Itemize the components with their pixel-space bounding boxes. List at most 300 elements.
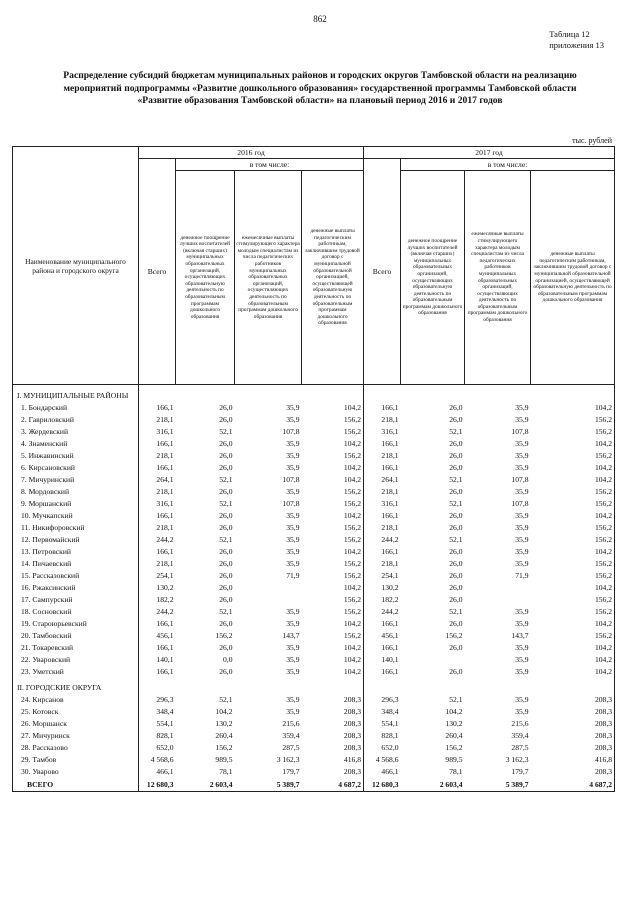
title-line3: «Развитие образования Тамбовской области» на плановый период 2016 и 2017 годов (137, 95, 503, 106)
row-value (465, 593, 531, 605)
row-value: 35,9 (515, 402, 529, 412)
row-value: 466,1 (139, 765, 176, 777)
row-value: 156,2 (302, 485, 364, 497)
row-value: 316,1 (364, 497, 401, 509)
row-value: 52,1 (219, 426, 233, 436)
row-value: 156,2 (531, 593, 615, 605)
row-value: 104,2 (531, 545, 615, 557)
header-desc-bonus-2017: денежное поощрение лучших воспитателей (включая старших) муниципальных образовательных организаций, осуществляющих образовательную деятельность по образовательным программам дошкольного образования (401, 171, 465, 385)
row-value: 244,2 (364, 605, 401, 617)
table-row (13, 557, 615, 569)
empty-cell (401, 385, 465, 402)
row-value: 52,1 (219, 498, 233, 508)
row-name: 1. Бондарский (13, 401, 139, 413)
table-row (13, 545, 615, 557)
row-value: 3 162,3 (276, 754, 300, 764)
row-value: 104,2 (302, 581, 364, 593)
row-value: 208,3 (531, 729, 615, 741)
row-name: 29. Тамбов (13, 753, 139, 765)
row-value: 828,1 (139, 729, 176, 741)
row-value: 218,1 (139, 413, 176, 425)
table-row (13, 413, 615, 425)
row-value: 218,1 (364, 557, 401, 569)
row-value: 107,8 (282, 474, 300, 484)
total-value: 12 680,3 (364, 777, 401, 792)
row-name: 6. Кирсановский (13, 461, 139, 473)
row-name: 22. Уваровский (13, 653, 139, 665)
row-value: 156,2 (531, 605, 615, 617)
row-value: 156,2 (531, 449, 615, 461)
header-including-2016: в том числе: (176, 159, 364, 171)
row-value: 26,0 (449, 402, 463, 412)
row-value: 359,4 (282, 730, 300, 740)
row-value: 26,0 (449, 642, 463, 652)
row-value: 26,0 (449, 414, 463, 424)
row-value: 182,2 (364, 593, 401, 605)
table-row (13, 753, 615, 765)
row-value: 35,9 (286, 402, 300, 412)
table-ref-line2: приложения 13 (549, 40, 604, 50)
row-value: 359,4 (511, 730, 529, 740)
row-value: 35,9 (286, 666, 300, 676)
row-value: 104,2 (302, 617, 364, 629)
row-value: 316,1 (139, 497, 176, 509)
row-value: 35,9 (515, 450, 529, 460)
row-value: 316,1 (139, 425, 176, 437)
header-total-2016: Всего (139, 159, 176, 385)
row-value: 107,8 (511, 426, 529, 436)
header-total-2017: Всего (364, 159, 401, 385)
row-value: 166,1 (364, 641, 401, 653)
empty-cell (364, 385, 401, 402)
row-value: 26,0 (449, 462, 463, 472)
row-name: 17. Сампурский (13, 593, 139, 605)
row-value: 35,9 (286, 486, 300, 496)
table-row (13, 653, 615, 665)
row-value: 52,1 (449, 426, 463, 436)
row-value: 156,2 (302, 533, 364, 545)
row-name: 12. Первомайский (13, 533, 139, 545)
row-value: 140,1 (364, 653, 401, 665)
row-value: 456,1 (139, 629, 176, 641)
row-value: 107,8 (282, 426, 300, 436)
row-value: 156,2 (531, 413, 615, 425)
row-name: 28. Рассказово (13, 741, 139, 753)
row-value: 26,0 (449, 510, 463, 520)
empty-cell (465, 677, 531, 693)
row-value: 52,1 (449, 474, 463, 484)
row-value: 296,3 (364, 693, 401, 705)
row-value: 166,1 (139, 401, 176, 413)
row-value: 208,3 (531, 765, 615, 777)
row-value: 296,3 (139, 693, 176, 705)
empty-cell (531, 677, 615, 693)
row-value: 554,1 (364, 717, 401, 729)
empty-cell (364, 677, 401, 693)
row-value: 26,0 (219, 558, 233, 568)
row-value: 130,2 (364, 581, 401, 593)
row-value: 26,0 (219, 486, 233, 496)
row-value: 264,1 (139, 473, 176, 485)
row-value: 156,2 (302, 413, 364, 425)
table-row (13, 473, 615, 485)
row-value: 104,2 (302, 461, 364, 473)
row-name: 7. Мичуринский (13, 473, 139, 485)
row-value: 156,2 (531, 425, 615, 437)
row-value: 35,9 (515, 618, 529, 628)
row-name: 13. Петровский (13, 545, 139, 557)
row-name: 18. Сосновский (13, 605, 139, 617)
row-value: 104,2 (302, 509, 364, 521)
header-including-2017: в том числе: (401, 159, 615, 171)
row-value: 26,0 (219, 594, 233, 604)
row-value: 166,1 (139, 545, 176, 557)
row-value: 156,2 (302, 605, 364, 617)
table-row (13, 425, 615, 437)
row-value: 26,0 (449, 486, 463, 496)
row-value: 104,2 (531, 401, 615, 413)
table-row (13, 497, 615, 509)
table-row (13, 449, 615, 461)
row-value: 104,2 (531, 641, 615, 653)
row-value: 156,2 (302, 449, 364, 461)
row-value: 218,1 (139, 557, 176, 569)
row-value: 35,9 (286, 558, 300, 568)
row-value: 652,0 (364, 741, 401, 753)
total-value: 4 687,2 (531, 777, 615, 792)
section-label: I. МУНИЦИПАЛЬНЫЕ РАЙОНЫ (13, 385, 139, 402)
row-value: 166,1 (139, 509, 176, 521)
row-value: 208,3 (531, 717, 615, 729)
row-value: 26,0 (449, 666, 463, 676)
row-value: 107,8 (511, 498, 529, 508)
row-value: 104,2 (302, 473, 364, 485)
row-value: 166,1 (139, 641, 176, 653)
row-value: 156,2 (302, 425, 364, 437)
row-value: 35,9 (286, 510, 300, 520)
row-value: 218,1 (139, 521, 176, 533)
row-value: 156,2 (302, 629, 364, 641)
row-value: 218,1 (139, 485, 176, 497)
row-value: 35,9 (515, 486, 529, 496)
row-name: 25. Котовск (13, 705, 139, 717)
row-value: 989,5 (445, 754, 463, 764)
row-value: 166,1 (139, 437, 176, 449)
table-row (13, 581, 615, 593)
row-value: 254,1 (364, 569, 401, 581)
units-label: тыс. рублей (572, 136, 612, 145)
empty-cell (302, 677, 364, 693)
row-value: 554,1 (139, 717, 176, 729)
row-value: 143,7 (282, 630, 300, 640)
row-name: 23. Уметский (13, 665, 139, 677)
row-value: 166,1 (364, 617, 401, 629)
row-value: 156,2 (302, 521, 364, 533)
row-value: 348,4 (139, 705, 176, 717)
row-value: 156,2 (302, 593, 364, 605)
row-value: 156,2 (215, 630, 233, 640)
row-value: 26,0 (219, 414, 233, 424)
row-value: 156,2 (531, 569, 615, 581)
row-value: 652,0 (139, 741, 176, 753)
row-value: 35,9 (286, 706, 300, 716)
row-value: 3 162,3 (505, 754, 529, 764)
row-value: 26,0 (449, 522, 463, 532)
row-value: 35,9 (515, 522, 529, 532)
row-value: 35,9 (515, 666, 529, 676)
row-value: 166,1 (364, 509, 401, 521)
table-row (13, 741, 615, 753)
row-value: 130,2 (139, 581, 176, 593)
header-year-2016: 2016 год (139, 147, 364, 159)
table-row (13, 605, 615, 617)
row-value: 156,2 (445, 630, 463, 640)
row-value: 130,2 (445, 718, 463, 728)
row-value: 182,2 (139, 593, 176, 605)
row-value (401, 653, 465, 665)
row-value: 78,1 (449, 766, 463, 776)
row-value: 156,2 (445, 742, 463, 752)
row-value: 26,0 (219, 450, 233, 460)
row-value: 52,1 (449, 694, 463, 704)
row-value: 52,1 (219, 534, 233, 544)
row-value: 208,3 (531, 705, 615, 717)
header-desc-bonus-2016: денежное поощрение лучших воспитателей (включая старших) муниципальных образовательных организаций, осуществляющих образовательную деятельность по образовательным программам дошкольного образования (176, 171, 235, 385)
total-value: 4 687,2 (302, 777, 364, 792)
row-value: 26,0 (219, 570, 233, 580)
row-value: 166,1 (364, 401, 401, 413)
table-row (13, 461, 615, 473)
row-value: 156,2 (215, 742, 233, 752)
row-value: 35,9 (515, 414, 529, 424)
row-value: 254,1 (139, 569, 176, 581)
row-value: 156,2 (531, 485, 615, 497)
table-row (13, 617, 615, 629)
row-value: 287,5 (511, 742, 529, 752)
row-value: 104,2 (302, 665, 364, 677)
row-value: 0,0 (223, 654, 233, 664)
row-value: 287,5 (282, 742, 300, 752)
row-value: 143,7 (511, 630, 529, 640)
row-value: 35,9 (286, 414, 300, 424)
table-row (13, 569, 615, 581)
row-value: 156,2 (531, 497, 615, 509)
row-value: 26,0 (449, 546, 463, 556)
row-name: 3. Жердевский (13, 425, 139, 437)
row-value: 71,9 (515, 570, 529, 580)
row-value: 107,8 (282, 498, 300, 508)
page-number: 862 (313, 14, 327, 24)
row-value: 179,7 (511, 766, 529, 776)
header-desc-contract-payments-2017: денежные выплаты педагогическим работникам, заключившим трудовой договор с муниципальной образовательной организацией, осуществляющей образовательную деятельность по образовательным программам дошкольного образования (531, 171, 615, 385)
empty-cell (139, 677, 176, 693)
row-value: 104,2 (445, 706, 463, 716)
table-row (13, 437, 615, 449)
row-value: 218,1 (364, 521, 401, 533)
row-value: 26,0 (449, 450, 463, 460)
row-name: 15. Рассказовский (13, 569, 139, 581)
row-value: 166,1 (364, 437, 401, 449)
row-value: 35,9 (515, 438, 529, 448)
total-label: ВСЕГО (13, 777, 139, 792)
row-value: 35,9 (515, 694, 529, 704)
table-row (13, 693, 615, 705)
title-line1: Распределение субсидий бюджетам муниципальных районов и городских округов Тамбовской области на реализацию (63, 70, 577, 81)
row-value: 244,2 (139, 533, 176, 545)
table-row (13, 533, 615, 545)
row-value: 218,1 (139, 449, 176, 461)
table-row (13, 705, 615, 717)
row-value: 104,2 (531, 653, 615, 665)
row-value: 26,0 (449, 582, 463, 592)
row-name: 11. Никифоровский (13, 521, 139, 533)
row-value: 35,9 (286, 654, 300, 664)
row-value: 52,1 (219, 474, 233, 484)
table-row (13, 765, 615, 777)
row-value: 35,9 (286, 438, 300, 448)
row-value: 104,2 (531, 617, 615, 629)
empty-cell (235, 677, 302, 693)
row-value: 215,6 (282, 718, 300, 728)
row-value: 260,4 (445, 730, 463, 740)
row-value: 260,4 (215, 730, 233, 740)
row-name: 20. Тамбовский (13, 629, 139, 641)
row-name: 19. Староюрьевский (13, 617, 139, 629)
row-value: 26,0 (449, 570, 463, 580)
table-row (13, 401, 615, 413)
table-row (13, 665, 615, 677)
row-value: 208,3 (302, 705, 364, 717)
row-name: 4. Знаменский (13, 437, 139, 449)
table-row (13, 641, 615, 653)
row-value: 208,3 (302, 765, 364, 777)
row-name: 10. Мучкапский (13, 509, 139, 521)
row-value: 166,1 (139, 617, 176, 629)
header-year-2017: 2017 год (364, 147, 615, 159)
row-value: 52,1 (219, 694, 233, 704)
row-value: 208,3 (302, 717, 364, 729)
row-value: 208,3 (302, 693, 364, 705)
row-value: 26,0 (449, 618, 463, 628)
row-value: 348,4 (364, 705, 401, 717)
row-value: 26,0 (219, 462, 233, 472)
row-value: 989,5 (215, 754, 233, 764)
empty-cell (401, 677, 465, 693)
row-value: 35,9 (286, 450, 300, 460)
row-value: 104,2 (531, 473, 615, 485)
row-value: 156,2 (531, 533, 615, 545)
row-value: 26,0 (219, 402, 233, 412)
total-value: 5 389,7 (465, 777, 531, 792)
row-value: 35,9 (515, 606, 529, 616)
row-value: 218,1 (364, 413, 401, 425)
row-value: 35,9 (515, 654, 529, 664)
empty-cell (235, 385, 302, 402)
row-value: 156,2 (302, 557, 364, 569)
row-value: 156,2 (531, 629, 615, 641)
empty-cell (465, 385, 531, 402)
row-value: 140,1 (139, 653, 176, 665)
row-value: 179,7 (282, 766, 300, 776)
row-value: 35,9 (286, 546, 300, 556)
title-line2: мероприятий подпрограммы «Развитие дошкольного образования» государственной программы Тамбовской области (63, 82, 577, 94)
header-desc-young-specialists-2017: ежемесячные выплаты стимулирующего характера молодым специалистам из числа педагогических работников муниципальных образовательных организаций, осуществляющих деятельность по образовательным программам дошкольного образования (465, 171, 531, 385)
row-value: 4 568,6 (139, 753, 176, 765)
row-value: 156,2 (302, 569, 364, 581)
row-value: 466,1 (364, 765, 401, 777)
row-value: 26,0 (219, 618, 233, 628)
row-value: 156,2 (531, 557, 615, 569)
section-row (13, 677, 615, 693)
row-value: 215,6 (511, 718, 529, 728)
row-value: 35,9 (515, 462, 529, 472)
table-row (13, 521, 615, 533)
row-value: 104,2 (302, 653, 364, 665)
row-value: 52,1 (449, 534, 463, 544)
total-value: 2 603,4 (401, 777, 465, 792)
row-value: 104,2 (215, 706, 233, 716)
row-value: 104,2 (302, 545, 364, 557)
row-value (465, 581, 531, 593)
row-value: 104,2 (531, 509, 615, 521)
row-value: 26,0 (219, 642, 233, 652)
row-name: 16. Ржаксинский (13, 581, 139, 593)
row-value: 416,8 (302, 753, 364, 765)
row-value: 35,9 (515, 534, 529, 544)
row-value: 52,1 (449, 606, 463, 616)
row-value: 166,1 (364, 545, 401, 557)
row-value: 26,0 (449, 594, 463, 604)
row-value: 208,3 (302, 741, 364, 753)
row-value (235, 593, 302, 605)
empty-cell (531, 385, 615, 402)
row-value: 35,9 (286, 522, 300, 532)
row-value: 35,9 (515, 510, 529, 520)
row-value: 208,3 (302, 729, 364, 741)
total-value: 2 603,4 (176, 777, 235, 792)
row-value: 71,9 (286, 570, 300, 580)
table-row (13, 717, 615, 729)
row-value: 166,1 (364, 665, 401, 677)
row-value: 130,2 (215, 718, 233, 728)
row-value: 166,1 (139, 665, 176, 677)
empty-cell (139, 385, 176, 402)
row-value: 4 568,6 (364, 753, 401, 765)
total-value: 12 680,3 (139, 777, 176, 792)
row-value: 35,9 (286, 534, 300, 544)
header-desc-young-specialists-2016: ежемесячные выплаты стимулирующего характера молодым специалистам из числа педагогических работников муниципальных образовательных организаций, осуществляющих деятельность по образовательным программам дошкольного образования (235, 171, 302, 385)
row-value: 107,8 (511, 474, 529, 484)
row-value: 26,0 (449, 558, 463, 568)
empty-cell (176, 385, 235, 402)
row-value: 104,2 (302, 437, 364, 449)
row-name: 14. Пичаевский (13, 557, 139, 569)
row-value: 208,3 (531, 741, 615, 753)
document-title (20, 70, 620, 108)
total-value: 5 389,7 (235, 777, 302, 792)
row-value: 26,0 (219, 438, 233, 448)
row-value: 35,9 (515, 546, 529, 556)
row-name: 8. Мордовский (13, 485, 139, 497)
row-name: 27. Мичуринск (13, 729, 139, 741)
row-value: 26,0 (219, 510, 233, 520)
row-value: 208,3 (531, 693, 615, 705)
row-value: 416,8 (531, 753, 615, 765)
row-value: 26,0 (449, 438, 463, 448)
subsidy-table (12, 146, 615, 792)
row-value (235, 581, 302, 593)
row-name: 26. Моршанск (13, 717, 139, 729)
